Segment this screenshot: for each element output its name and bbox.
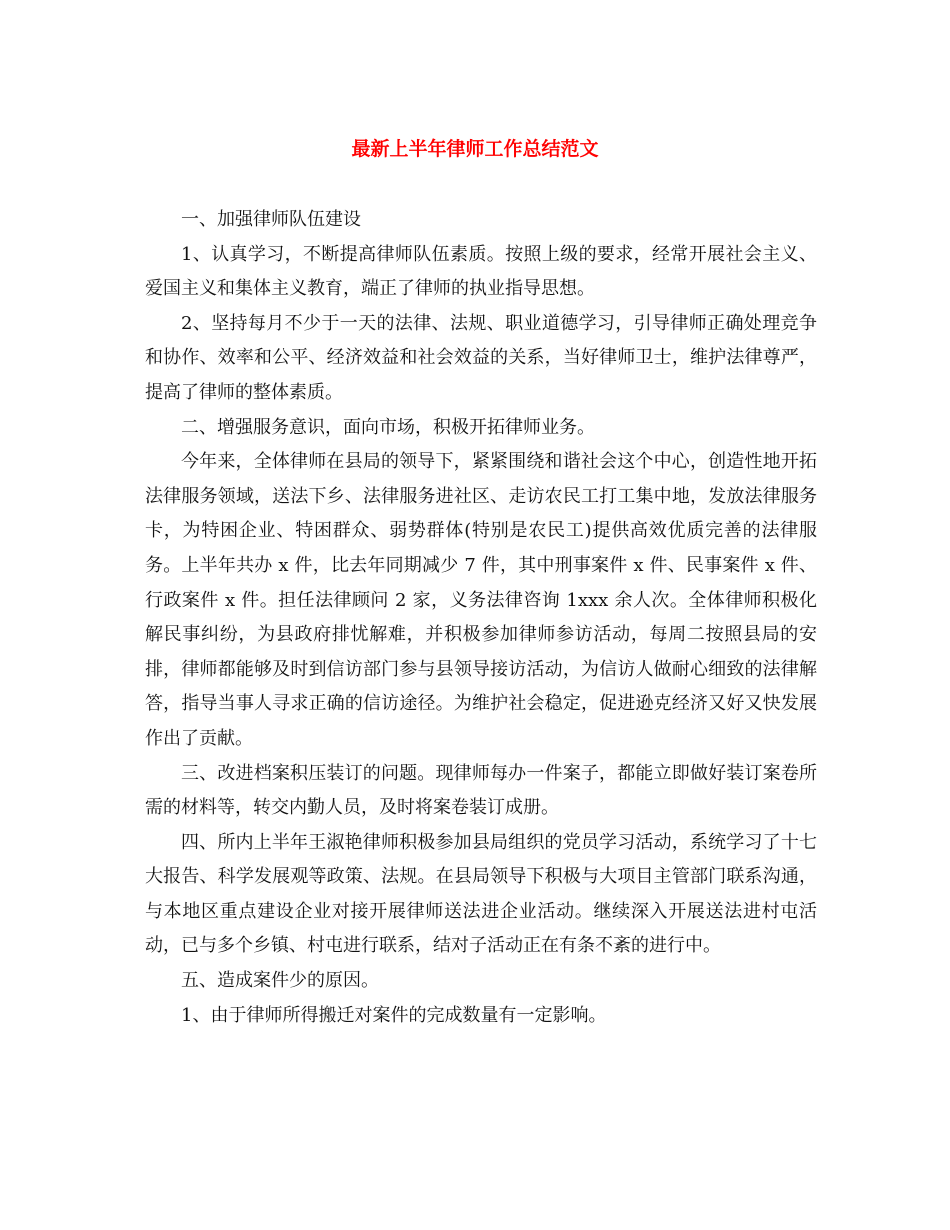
- document-body: [145, 203, 817, 1033]
- section-heading-3: 三、改进档案积压装订的问题。现律师每办一件案子，都能立即做好装订案卷所需的材料等，转交内勤人员，及时将案卷装订成册。: [145, 762, 817, 819]
- paragraph-work-summary: 今年来，全体律师在县局的领导下，紧紧围绕和谐社会这个中心，创造性地开拓法律服务领域，送法下乡、法律服务进社区、走访农民工打工集中地，发放法律服务卡，为特困企业、特困群众、弱势群体(特别是农民工)提供高效优质完善的法律服务。上半年共办 x 件，比去年同期减少 7 件，其中刑事案件 x 件、民事案件 x 件、行政案件 x 件。担任法律顾问 2 家，义务法律咨询 1xxx 余人次。全体律师积极化解民事纠纷，为县政府排忧解难，并积极参加律师参访活动，每周二按照县局的安排，律师都能够及时到信访部门参与县领导接访活动，为信访人做耐心细致的法律解答，指导当事人寻求正确的信访途径。为维护社会稳定，促进逊克经济又好又快发展作出了贡献。: [145, 451, 817, 749]
- section-heading-1: 一、加强律师队伍建设: [181, 209, 361, 230]
- document-title: 最新上半年律师工作总结范文: [351, 138, 599, 160]
- section-heading-4: 四、所内上半年王淑艳律师积极参加县局组织的党员学习活动，系统学习了十七大报告、科学发展观等政策、法规。在县局领导下积极与大项目主管部门联系沟通，与本地区重点建设企业对接开展律师送法进企业活动。继续深入开展送法进村屯活动，已与多个乡镇、村屯进行联系，结对子活动正在有条不紊的进行中。: [145, 831, 817, 957]
- section-heading-5: 五、造成案件少的原因。: [181, 970, 379, 992]
- paragraph-item-1: 1、认真学习，不断提高律师队伍素质。按照上级的要求，经常开展社会主义、爱国主义和集体主义教育，端正了律师的执业指导思想。: [145, 243, 817, 300]
- paragraph-item-2: 2、坚持每月不少于一天的法律、法规、职业道德学习，引导律师正确处理竞争和协作、效率和公平、经济效益和社会效益的关系，当好律师卫士，维护法律尊严，提高了律师的整体素质。: [145, 312, 817, 403]
- paragraph-reason-1: 1、由于律师所得搬迁对案件的完成数量有一定影响。: [181, 1004, 607, 1026]
- section-heading-2: 二、增强服务意识，面向市场，积极开拓律师业务。: [181, 416, 595, 438]
